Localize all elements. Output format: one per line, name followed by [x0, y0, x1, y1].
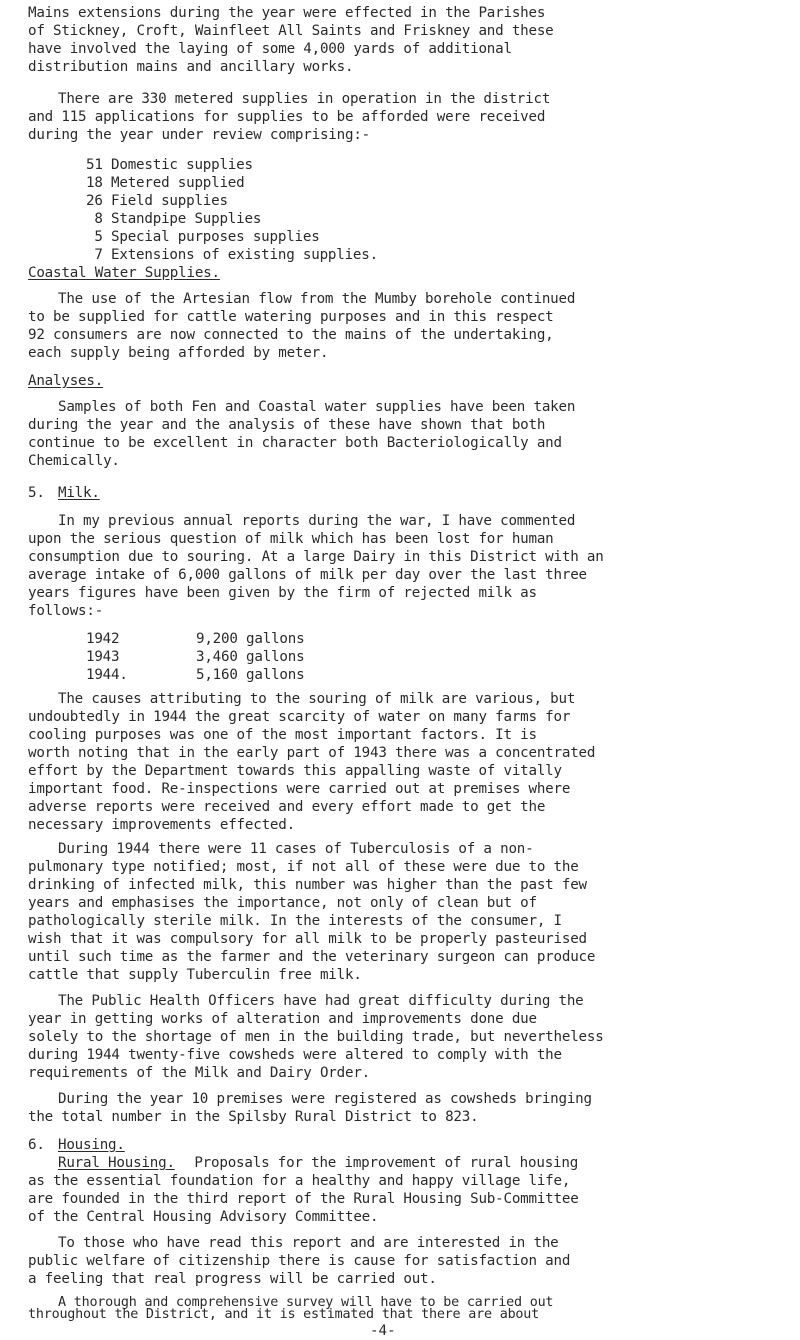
milk-para5-line: During the year 10 premises were registered as cowsheds bringing — [58, 1091, 592, 1107]
milk-para2-line: undoubtedly in 1944 the great scarcity of water on many farms for — [28, 709, 571, 725]
milk-para3-line: cattle that supply Tuberculin free milk. — [28, 967, 362, 983]
supply-list-item: 8 Standpipe Supplies — [86, 211, 262, 227]
supply-list-item: 5 Special purposes supplies — [86, 229, 320, 245]
supply-list-item: 51 Domestic supplies — [86, 157, 253, 173]
page-number: -4- — [370, 1323, 396, 1339]
supply-list-item: 7 Extensions of existing supplies. — [86, 247, 378, 263]
housing-para1-line: Proposals for the improvement of rural housing — [186, 1155, 579, 1171]
milk-para3-line: years and emphasises the importance, not only of clean but of — [28, 895, 537, 911]
milk-para1-line: average intake of 6,000 gallons of milk per day over the last three — [28, 567, 587, 583]
milk-para3-line: drinking of infected milk, this number was higher than the past few — [28, 877, 587, 893]
coastal-line: The use of the Artesian flow from the Mumby borehole continued — [58, 291, 576, 307]
milk-para4-line: solely to the shortage of men in the building trade, but nevertheless — [28, 1029, 604, 1045]
coastal-line: to be supplied for cattle watering purposes and in this respect — [28, 309, 554, 325]
milk-para2-line: necessary improvements effected. — [28, 817, 295, 833]
milk-para1-line: consumption due to souring. At a large Dairy in this District with an — [28, 549, 604, 565]
housing-para2-line: a feeling that real progress will be carried out. — [28, 1271, 437, 1287]
housing-para3-line: throughout the District, and it is estimated that there are about — [28, 1307, 540, 1322]
milk-para2-line: adverse reports were received and every effort made to get the — [28, 799, 546, 815]
analyses-line: Chemically. — [28, 453, 120, 469]
housing-para2-line: To those who have read this report and are interested in the — [58, 1235, 559, 1251]
milk-section-number: 5. — [28, 485, 45, 501]
rejected-milk-amount: 9,200 gallons — [196, 631, 305, 647]
milk-para3-line: wish that it was compulsory for all milk to be properly pasteurised — [28, 931, 587, 947]
rural-housing-subheading: Rural Housing. — [58, 1155, 175, 1171]
supply-list-item: 18 Metered supplied — [86, 175, 245, 191]
analyses-line: Samples of both Fen and Coastal water supplies have been taken — [58, 399, 576, 415]
rejected-milk-amount: 5,160 gallons — [196, 667, 305, 683]
milk-para1-line: years figures have been given by the firm of rejected milk as — [28, 585, 537, 601]
milk-para4-line: year in getting works of alteration and improvements done due — [28, 1011, 537, 1027]
milk-para4-line: requirements of the Milk and Dairy Order. — [28, 1065, 371, 1081]
coastal-heading: Coastal Water Supplies. — [28, 265, 220, 281]
housing-para2-line: public welfare of citizenship there is cause for satisfaction and — [28, 1253, 571, 1269]
housing-para1-line: are founded in the third report of the Rural Housing Sub-Committee — [28, 1191, 579, 1207]
milk-para3-line: pulmonary type notified; most, if not all of these were due to the — [28, 859, 579, 875]
metered-line: and 115 applications for supplies to be afforded were received — [28, 109, 546, 125]
milk-para2-line: effort by the Department towards this appalling waste of vitally — [28, 763, 562, 779]
mains-line: have involved the laying of some 4,000 yards of additional — [28, 41, 512, 57]
housing-section-number: 6. — [28, 1137, 45, 1153]
housing-para3-line: A thorough and comprehensive survey will have to be carried out — [58, 1295, 554, 1310]
housing-para1-line: as the essential foundation for a healthy and happy village life, — [28, 1173, 571, 1189]
milk-para2-line: The causes attributing to the souring of milk are various, but — [58, 691, 576, 707]
milk-para1-line: follows:- — [28, 603, 104, 619]
housing-heading: Housing. — [58, 1137, 125, 1153]
housing-para1-line: of the Central Housing Advisory Committee. — [28, 1209, 379, 1225]
milk-para3-line: until such time as the farmer and the veterinary surgeon can produce — [28, 949, 596, 965]
rejected-milk-year: 1943 — [86, 649, 120, 665]
coastal-line: each supply being afforded by meter. — [28, 345, 329, 361]
metered-line: during the year under review comprising:- — [28, 127, 371, 143]
milk-para2-line: important food. Re-inspections were carried out at premises where — [28, 781, 571, 797]
supply-list-item: 26 Field supplies — [86, 193, 228, 209]
rejected-milk-year: 1942 — [86, 631, 120, 647]
mains-line: distribution mains and ancillary works. — [28, 59, 354, 75]
coastal-line: 92 consumers are now connected to the mains of the undertaking, — [28, 327, 554, 343]
analyses-line: during the year and the analysis of these have shown that both — [28, 417, 546, 433]
mains-line: of Stickney, Croft, Wainfleet All Saints and Friskney and these — [28, 23, 554, 39]
milk-para5-line: the total number in the Spilsby Rural District to 823. — [28, 1109, 479, 1125]
milk-para1-line: In my previous annual reports during the war, I have commented — [58, 513, 576, 529]
milk-heading: Milk. — [58, 485, 100, 501]
rejected-milk-year: 1944. — [86, 667, 128, 683]
milk-para2-line: worth noting that in the early part of 1943 there was a concentrated — [28, 745, 596, 761]
milk-para2-line: cooling purposes was one of the most important factors. It is — [28, 727, 537, 743]
mains-line: Mains extensions during the year were effected in the Parishes — [28, 5, 546, 21]
milk-para4-line: during 1944 twenty-five cowsheds were altered to comply with the — [28, 1047, 562, 1063]
analyses-line: continue to be excellent in character both Bacteriologically and — [28, 435, 562, 451]
milk-para4-line: The Public Health Officers have had great difficulty during the — [58, 993, 584, 1009]
milk-para3-line: During 1944 there were 11 cases of Tuberculosis of a non- — [58, 841, 534, 857]
analyses-heading: Analyses. — [28, 373, 104, 389]
rejected-milk-amount: 3,460 gallons — [196, 649, 305, 665]
metered-line: There are 330 metered supplies in operation in the district — [58, 91, 551, 107]
milk-para3-line: pathologically sterile milk. In the interests of the consumer, I — [28, 913, 562, 929]
milk-para1-line: upon the serious question of milk which has been lost for human — [28, 531, 554, 547]
